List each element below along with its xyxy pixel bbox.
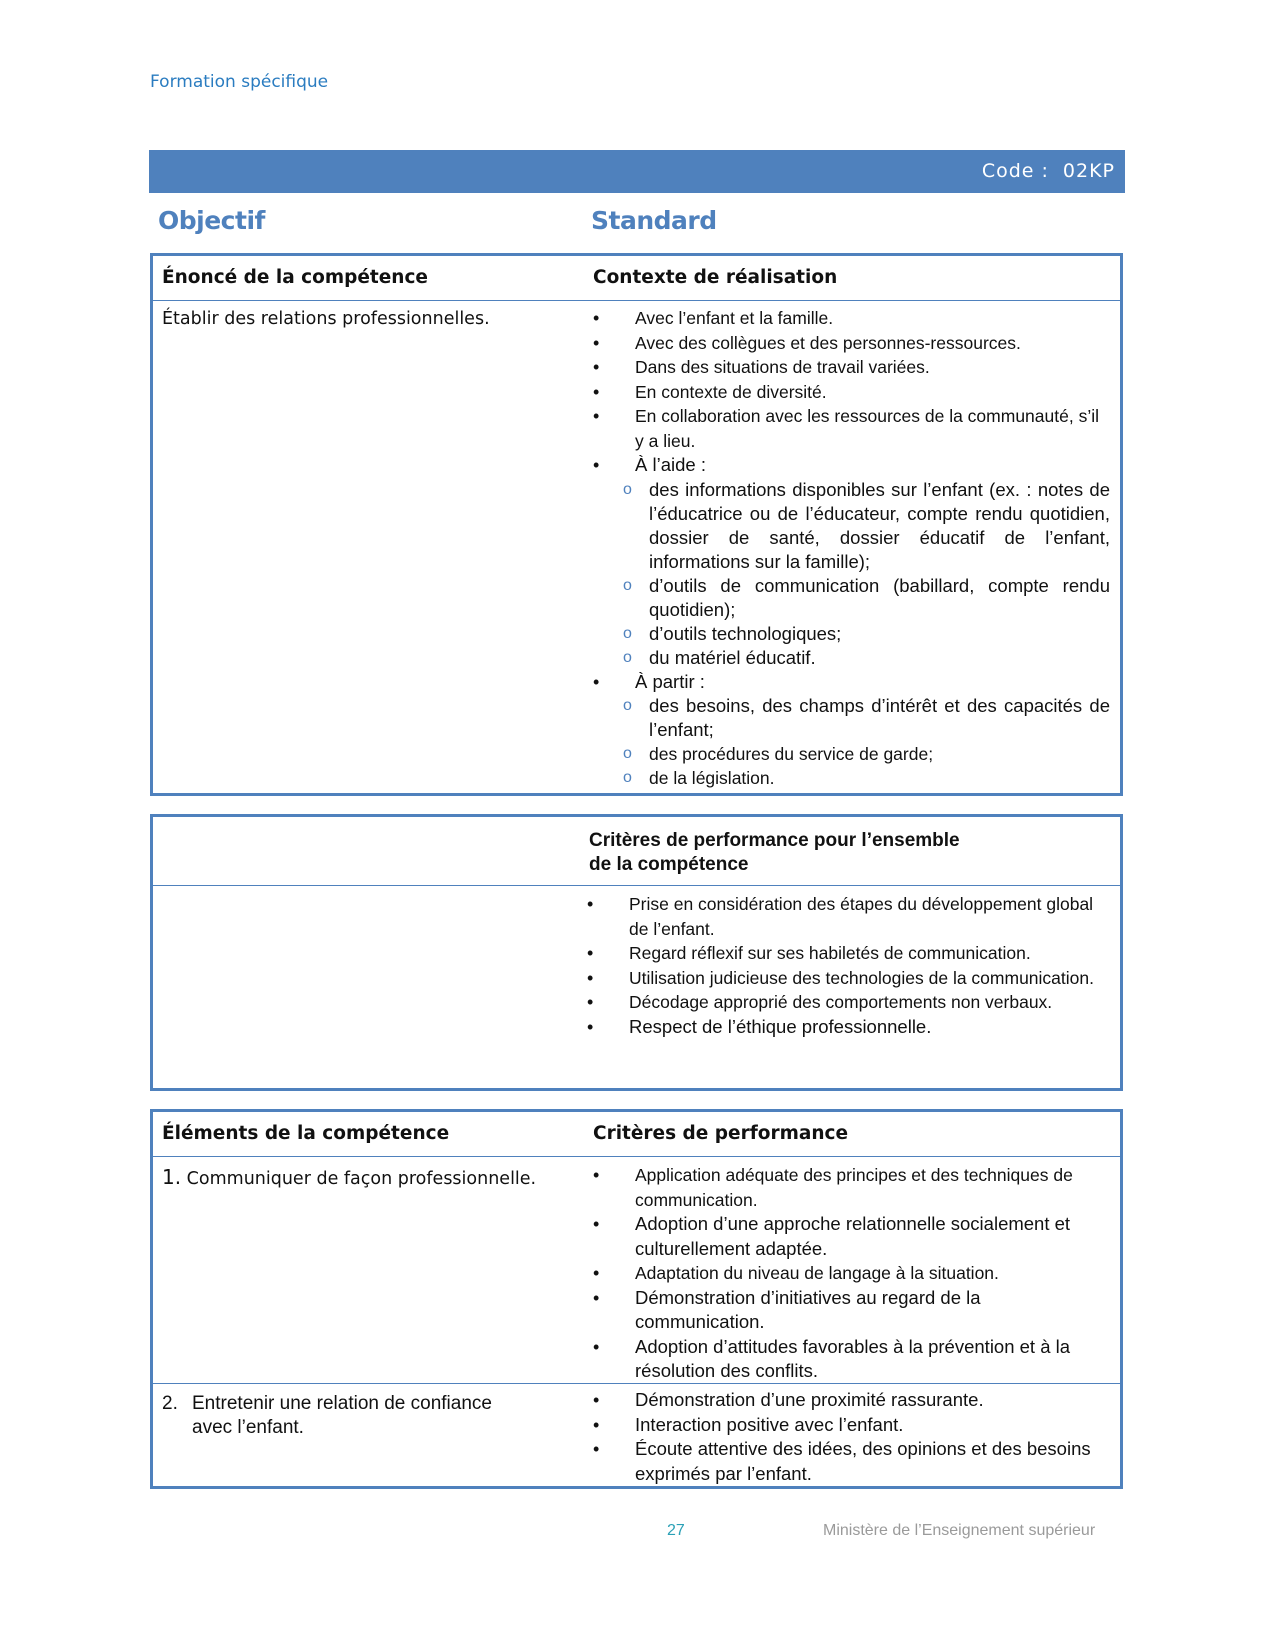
list-item: • Adoption d’attitudes favorables à la prévention et à la résolution des conflits.: [583, 1335, 1110, 1384]
competency-statement-table: [150, 253, 1123, 796]
list-item: • Adaptation du niveau de langage à la situation.: [583, 1261, 1110, 1286]
footer-ministry: Ministère de l’Enseignement supérieur: [823, 1522, 1096, 1539]
header-empty: [153, 817, 583, 885]
code-banner: [149, 150, 1125, 193]
header-global-criteria: [583, 817, 1120, 885]
standard-title: Standard: [591, 206, 717, 235]
competency-code: [982, 160, 1115, 182]
element-2: [153, 1384, 583, 1490]
element-number: 1.: [162, 1165, 182, 1189]
element-text: Communiquer de façon professionnelle.: [186, 1169, 537, 1189]
sub-list-item: o des informations disponibles sur l’enfant (ex. : notes de l’éducatrice ou de l’éducateur, compte rendu quotidien, dossier de santé, dossier éducatif de l’enfant, informations sur la famille);: [583, 478, 1110, 574]
element-1-criteria: [583, 1157, 1120, 1383]
sub-list-item: o de la législation.: [583, 766, 1110, 790]
code-label: Code :: [981, 160, 1049, 182]
list-item: • Démonstration d’une proximité rassurante.: [583, 1388, 1110, 1413]
list-item: • Écoute attentive des idées, des opinions et des besoins exprimés par l’enfant.: [583, 1437, 1110, 1486]
global-criteria-list: [577, 886, 1120, 1043]
list-item: • En contexte de diversité.: [583, 380, 1110, 405]
list-item: • Prise en considération des étapes du développement global de l’enfant.: [577, 892, 1110, 941]
element-number: 2.: [162, 1393, 178, 1414]
list-item: • Décodage approprié des comportements non verbaux.: [577, 990, 1110, 1015]
partir-label: À partir :: [635, 670, 705, 692]
header-line: Critères de performance pour l’ensemble: [589, 830, 960, 851]
list-item: • Démonstration d’initiatives au regard de la communication.: [583, 1286, 1110, 1335]
sub-list-item: o d’outils de communication (babillard, compte rendu quotidien);: [583, 574, 1110, 622]
table-row: [153, 885, 1120, 1043]
list-item-partir: [583, 670, 1110, 695]
element-text: Entretenir une relation de confiance avec l’enfant.: [192, 1393, 492, 1438]
list-item: • Regard réflexif sur ses habiletés de communication.: [577, 941, 1110, 966]
empty-cell: [153, 886, 583, 1043]
code-value: 02KP: [1062, 160, 1115, 182]
list-item: • Adoption d’une approche relationnelle socialement et culturellement adaptée.: [583, 1212, 1110, 1261]
page-number: 27: [667, 1522, 685, 1539]
table-row: [153, 1383, 1120, 1490]
running-header: Formation spécifique: [150, 72, 329, 92]
list-item-aide: [583, 453, 1110, 478]
list-item: • Application adéquate des principes et des techniques de communication.: [583, 1163, 1110, 1212]
list-item: • Respect de l’éthique professionnelle.: [577, 1015, 1110, 1040]
table-row: [153, 1156, 1120, 1383]
table-header-row: [153, 256, 1120, 300]
aide-label: À l’aide :: [635, 454, 706, 475]
global-criteria-table: [150, 814, 1123, 1091]
list-item: • Avec l’enfant et la famille.: [583, 306, 1110, 331]
list-item: • Dans des situations de travail variées.: [583, 355, 1110, 380]
header-criteria: Critères de performance: [593, 1123, 849, 1144]
sub-list-item: o des besoins, des champs d’intérêt et des capacités de l’enfant;: [583, 694, 1110, 742]
header-line: de la compétence: [589, 854, 749, 875]
table-row: [153, 300, 1120, 794]
header-enonce: Énoncé de la compétence: [162, 267, 428, 288]
context-list: [583, 301, 1120, 794]
sub-list-item: o des procédures du service de garde;: [583, 742, 1110, 766]
list-item: • En collaboration avec les ressources de la communauté, s’il y a lieu.: [583, 404, 1110, 453]
elements-criteria-table: [150, 1109, 1123, 1489]
header-elements: Éléments de la compétence: [162, 1123, 450, 1144]
list-item: • Avec des collègues et des personnes-ressources.: [583, 331, 1110, 356]
objectif-title: Objectif: [158, 206, 265, 235]
competency-statement: Établir des relations professionnelles.: [162, 309, 490, 329]
sub-list-item: o du matériel éducatif.: [583, 646, 1110, 670]
header-contexte: Contexte de réalisation: [593, 267, 838, 288]
list-item: • Utilisation judicieuse des technologies de la communication.: [577, 966, 1110, 991]
element-2-criteria: [583, 1384, 1120, 1490]
table-header-row: [153, 817, 1120, 885]
table-header-row: [153, 1112, 1120, 1156]
sub-list-item: o d’outils technologiques;: [583, 622, 1110, 646]
element-1: [153, 1157, 583, 1383]
list-item: • Interaction positive avec l’enfant.: [583, 1413, 1110, 1438]
